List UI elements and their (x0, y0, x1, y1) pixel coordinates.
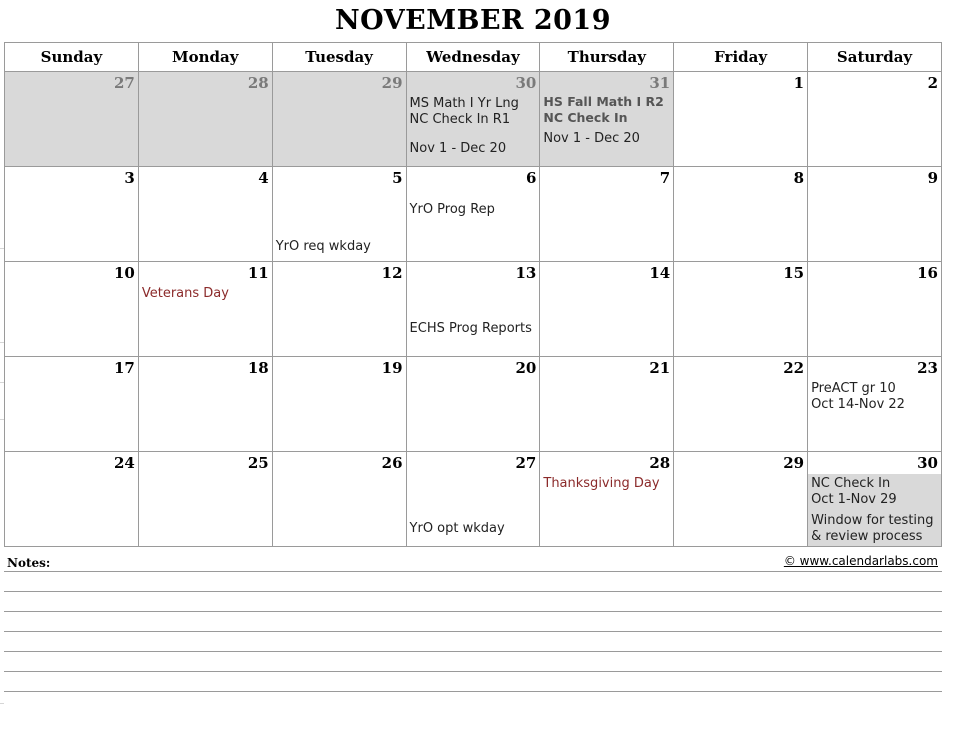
day-number: 29 (381, 74, 403, 92)
edge-gridline (0, 703, 4, 704)
day-cell[interactable] (138, 262, 272, 357)
credit-link[interactable]: © www.calendarlabs.com (783, 554, 938, 568)
day-cell[interactable] (540, 72, 674, 167)
weekday-header: Friday (674, 43, 808, 72)
day-number: 10 (113, 264, 135, 282)
week-row (5, 72, 942, 167)
day-cell[interactable] (5, 262, 139, 357)
day-cell[interactable] (808, 167, 942, 262)
week-row (5, 452, 942, 547)
weekday-header: Monday (138, 43, 272, 72)
day-number: 28 (649, 454, 671, 472)
day-number: 11 (247, 264, 269, 282)
day-number: 18 (247, 359, 269, 377)
day-cell[interactable] (406, 262, 540, 357)
day-cell[interactable] (406, 452, 540, 547)
week-row (5, 357, 942, 452)
holiday-label: Thanksgiving Day (543, 476, 660, 491)
day-number: 12 (381, 264, 403, 282)
day-number: 8 (793, 169, 805, 187)
day-cell[interactable] (540, 262, 674, 357)
day-cell[interactable] (540, 357, 674, 452)
day-cell[interactable] (138, 72, 272, 167)
weekday-header: Wednesday (406, 43, 540, 72)
day-number: 23 (917, 359, 938, 377)
weekday-header-row (5, 43, 942, 72)
day-cell[interactable] (808, 452, 942, 547)
day-number: 7 (659, 169, 671, 187)
day-cell[interactable] (674, 262, 808, 357)
day-cell[interactable] (138, 452, 272, 547)
notes-line (4, 631, 942, 632)
weekday-header: Saturday (808, 43, 942, 72)
day-number: 26 (381, 454, 403, 472)
day-cell[interactable] (674, 72, 808, 167)
day-cell[interactable] (5, 357, 139, 452)
notes-line (4, 651, 942, 652)
day-number: 6 (525, 169, 537, 187)
day-number: 17 (113, 359, 135, 377)
event-label: HS Fall Math I R2 (543, 94, 664, 109)
day-number: 30 (515, 74, 537, 92)
event-label: Oct 14-Nov 22 (811, 397, 905, 412)
day-number: 15 (783, 264, 805, 282)
day-cell[interactable] (808, 262, 942, 357)
notes-line (4, 671, 942, 672)
day-number: 5 (392, 169, 403, 187)
calendar-title: NOVEMBER 2019 (334, 5, 612, 36)
day-number: 30 (917, 454, 938, 472)
day-cell[interactable] (674, 357, 808, 452)
day-cell[interactable] (272, 262, 406, 357)
day-number: 19 (381, 359, 403, 377)
day-cell[interactable] (808, 72, 942, 167)
day-cell[interactable] (406, 167, 540, 262)
notes-line (4, 611, 942, 612)
day-number: 24 (113, 454, 135, 472)
holiday-label: Veterans Day (141, 286, 229, 301)
event-label: & review process (811, 529, 923, 544)
day-cell[interactable] (5, 167, 139, 262)
event-label: YrO opt wkday (409, 521, 505, 536)
weekday-header: Sunday (5, 43, 139, 72)
week-row (5, 167, 942, 262)
day-number: 21 (649, 359, 671, 377)
day-cell[interactable] (272, 357, 406, 452)
day-cell[interactable] (540, 167, 674, 262)
day-cell[interactable] (674, 452, 808, 547)
day-cell[interactable] (406, 72, 540, 167)
day-number: 28 (247, 74, 269, 92)
day-cell[interactable] (540, 452, 674, 547)
day-number: 31 (649, 74, 671, 92)
event-label: Window for testing (811, 513, 934, 528)
day-number: 22 (783, 359, 805, 377)
week-row (5, 262, 942, 357)
day-cell[interactable] (272, 72, 406, 167)
day-cell[interactable] (5, 452, 139, 547)
day-cell[interactable] (272, 452, 406, 547)
event-label: Nov 1 - Dec 20 (409, 141, 507, 156)
day-number: 29 (783, 454, 805, 472)
event-label: NC Check In R1 (409, 112, 511, 127)
weekday-header: Tuesday (272, 43, 406, 72)
day-number: 25 (247, 454, 269, 472)
event-label: YrO req wkday (275, 239, 371, 254)
event-label: NC Check In (543, 110, 628, 125)
day-number: 27 (515, 454, 537, 472)
weekday-header: Thursday (540, 43, 674, 72)
day-number: 2 (927, 74, 938, 92)
day-number: 27 (113, 74, 135, 92)
day-cell[interactable] (272, 167, 406, 262)
day-number: 20 (515, 359, 537, 377)
day-cell[interactable] (5, 72, 139, 167)
event-label: Oct 1-Nov 29 (811, 492, 897, 507)
day-cell[interactable] (138, 167, 272, 262)
day-number: 4 (258, 169, 269, 187)
day-cell[interactable] (674, 167, 808, 262)
day-number: 9 (927, 169, 938, 187)
calendar-grid (4, 42, 942, 547)
event-label: ECHS Prog Reports (409, 321, 532, 336)
event-label: Nov 1 - Dec 20 (543, 131, 640, 146)
day-cell[interactable] (138, 357, 272, 452)
day-cell[interactable] (406, 357, 540, 452)
event-label: MS Math I Yr Lng (409, 96, 519, 111)
notes-label: Notes: (7, 556, 51, 570)
notes-line (4, 591, 942, 592)
notes-line (4, 571, 942, 572)
day-number: 16 (917, 264, 938, 282)
event-label: PreACT gr 10 (811, 381, 896, 396)
day-number: 3 (124, 169, 135, 187)
event-label: NC Check In (811, 476, 891, 491)
day-number: 1 (793, 74, 805, 92)
day-number: 13 (515, 264, 537, 282)
notes-line (4, 691, 942, 692)
event-label: YrO Prog Rep (409, 202, 495, 217)
day-number: 14 (649, 264, 671, 282)
day-cell[interactable] (808, 357, 942, 452)
